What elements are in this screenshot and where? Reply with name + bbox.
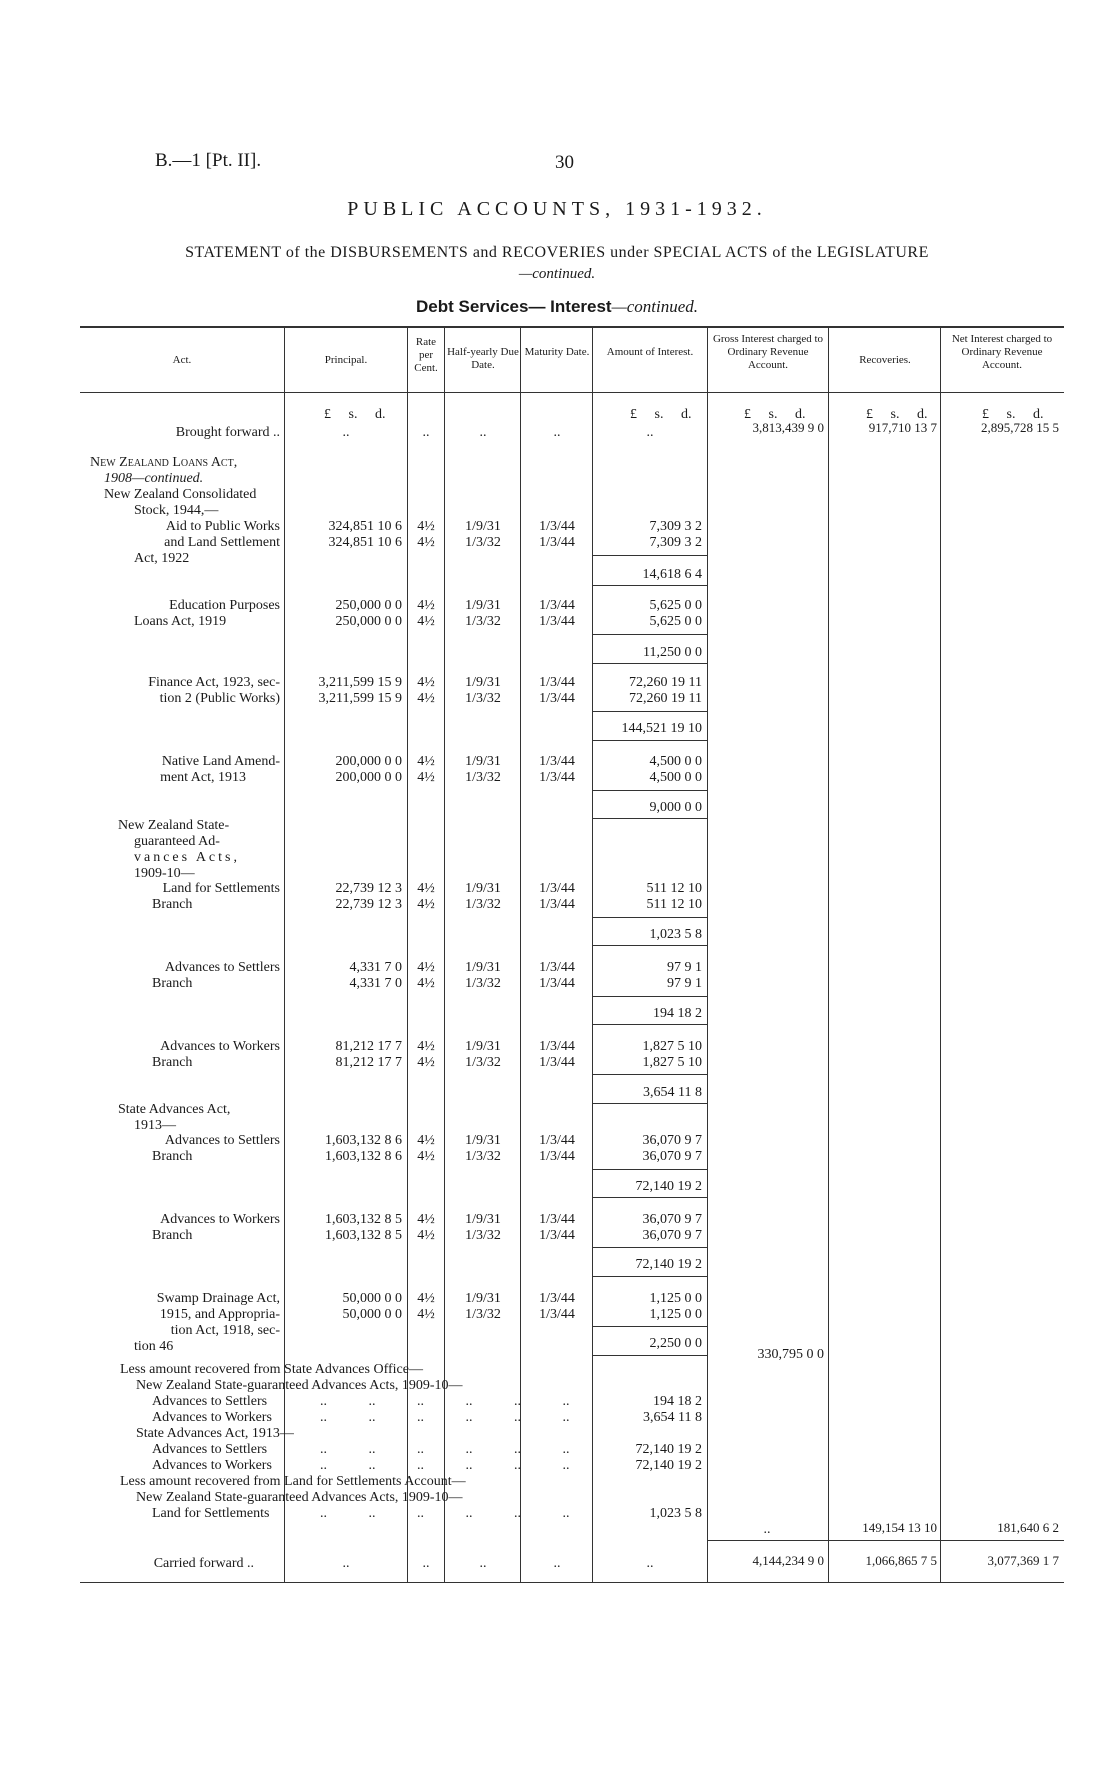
interest-value: 5,625 0 0 bbox=[649, 598, 702, 613]
rate-value: 4½ bbox=[417, 691, 435, 706]
half-yearly-value: 1/3/32 bbox=[465, 614, 501, 629]
act-name: Act, 1922 bbox=[134, 551, 190, 566]
act-name: tion Act, 1918, sec- bbox=[170, 1323, 280, 1338]
less-subheading: State Advances Act, 1913— bbox=[136, 1426, 294, 1441]
carried-forward-amount: .. bbox=[646, 1556, 654, 1571]
maturity-value: 1/3/44 bbox=[539, 1055, 575, 1070]
currency-unit: £ s. d. bbox=[324, 407, 386, 422]
rate-value: 4½ bbox=[417, 535, 435, 550]
half-yearly-value: 1/3/32 bbox=[465, 976, 501, 991]
act-subheading: State Advances Act, bbox=[118, 1102, 231, 1117]
act-name: Branch bbox=[152, 1055, 193, 1070]
interest-value: 511 12 10 bbox=[646, 881, 702, 896]
maturity-value: 1/3/44 bbox=[539, 1212, 575, 1227]
subtotal-rule bbox=[593, 818, 707, 819]
subtotal-rule bbox=[593, 1276, 707, 1277]
col-header-rate: Rate per Cent. bbox=[414, 336, 438, 374]
interest-value: 36,070 9 7 bbox=[642, 1149, 702, 1164]
principal-value: 81,212 17 7 bbox=[335, 1039, 402, 1054]
subtotal-rule bbox=[593, 1024, 707, 1025]
maturity-value: 1/3/44 bbox=[539, 1039, 575, 1054]
principal-value: 250,000 0 0 bbox=[335, 614, 402, 629]
carried-forward-half: .. bbox=[479, 1556, 487, 1571]
rate-value: 4½ bbox=[417, 1291, 435, 1306]
half-yearly-value: 1/9/31 bbox=[465, 1291, 501, 1306]
act-name: Finance Act, 1923, sec- bbox=[148, 675, 280, 690]
maturity-value: 1/3/44 bbox=[539, 1307, 575, 1322]
principal-value: 22,739 12 3 bbox=[335, 881, 402, 896]
table-top-rule bbox=[80, 326, 1064, 328]
maturity-value: 1/3/44 bbox=[539, 675, 575, 690]
brought-forward-maturity: .. bbox=[553, 425, 561, 440]
subtotal-rule bbox=[593, 917, 707, 918]
half-yearly-value: 1/9/31 bbox=[465, 519, 501, 534]
rate-value: 4½ bbox=[417, 1133, 435, 1148]
principal-value: 324,851 10 6 bbox=[328, 535, 402, 550]
interest-value: 1,827 5 10 bbox=[642, 1039, 702, 1054]
less-subheading: New Zealand State-guaranteed Advances Acts, 1909-10— bbox=[136, 1378, 463, 1393]
interest-subtotal: 194 18 2 bbox=[653, 1006, 702, 1021]
subtotal-rule bbox=[593, 945, 707, 946]
rate-value: 4½ bbox=[417, 598, 435, 613]
col-header-amount: Amount of Interest. bbox=[606, 346, 694, 358]
act-name: Loans Act, 1919 bbox=[134, 614, 227, 629]
maturity-value: 1/3/44 bbox=[539, 754, 575, 769]
maturity-value: 1/3/44 bbox=[539, 770, 575, 785]
act-subheading: 1909-10— bbox=[134, 866, 195, 881]
act-name: tion 46 bbox=[134, 1339, 174, 1354]
interest-subtotal: 2,250 0 0 bbox=[649, 1336, 702, 1351]
brought-forward-gross: 3,813,439 9 0 bbox=[752, 420, 824, 435]
maturity-value: 1/3/44 bbox=[539, 535, 575, 550]
interest-value: 97 9 1 bbox=[667, 960, 702, 975]
brought-forward-label: Brought forward .. bbox=[175, 425, 280, 440]
interest-value: 4,500 0 0 bbox=[649, 770, 702, 785]
subtotal-rule bbox=[593, 555, 707, 556]
interest-value: 1,827 5 10 bbox=[642, 1055, 702, 1070]
statement-subtitle: STATEMENT of the DISBURSEMENTS and RECOVERIES under SPECIAL ACTS of the LEGISLATURE bbox=[185, 244, 929, 261]
less-item-label: Advances to Workers bbox=[152, 1458, 272, 1473]
act-name: Advances to Workers bbox=[160, 1039, 280, 1054]
half-yearly-value: 1/3/32 bbox=[465, 1055, 501, 1070]
col-header-gross: Gross Interest charged to Ordinary Revenue Account. bbox=[712, 333, 824, 371]
section-title: Debt Services— Interest bbox=[416, 297, 612, 316]
rate-value: 4½ bbox=[417, 1228, 435, 1243]
act-name: Branch bbox=[152, 1228, 193, 1243]
brought-forward-half: .. bbox=[479, 425, 487, 440]
col-header-maturity: Maturity Date. bbox=[524, 346, 590, 358]
act-name: Advances to Settlers bbox=[164, 1133, 280, 1148]
document-reference: B.—1 [Pt. II]. bbox=[155, 150, 262, 171]
brought-forward-recoveries: 917,710 13 7 bbox=[868, 420, 937, 435]
maturity-value: 1/3/44 bbox=[539, 1228, 575, 1243]
brought-forward-principal: .. bbox=[342, 425, 350, 440]
less-heading: Less amount recovered from State Advances Office— bbox=[120, 1362, 423, 1377]
interest-value: 511 12 10 bbox=[646, 897, 702, 912]
rate-value: 4½ bbox=[417, 1039, 435, 1054]
principal-value: 81,212 17 7 bbox=[335, 1055, 402, 1070]
principal-value: 4,331 7 0 bbox=[349, 960, 402, 975]
carried-forward-recoveries: 1,066,865 7 5 bbox=[865, 1553, 937, 1568]
currency-unit: £ s. d. bbox=[982, 407, 1044, 422]
subtotal-rule bbox=[593, 1355, 707, 1356]
interest-value: 7,309 3 2 bbox=[649, 535, 702, 550]
half-yearly-value: 1/3/32 bbox=[465, 535, 501, 550]
interest-value: 1,125 0 0 bbox=[649, 1291, 702, 1306]
half-yearly-value: 1/9/31 bbox=[465, 1039, 501, 1054]
subtotal-rule bbox=[593, 1103, 707, 1104]
act-name: Advances to Settlers bbox=[164, 960, 280, 975]
interest-subtotal: 14,618 6 4 bbox=[642, 567, 702, 582]
principal-value: 50,000 0 0 bbox=[342, 1291, 402, 1306]
subtotal-rule bbox=[593, 996, 707, 997]
less-item-label: Land for Settlements bbox=[152, 1506, 270, 1521]
carried-forward-rate: .. bbox=[422, 1556, 430, 1571]
half-yearly-value: 1/3/32 bbox=[465, 1307, 501, 1322]
maturity-value: 1/3/44 bbox=[539, 519, 575, 534]
less-item-value: 194 18 2 bbox=[653, 1394, 702, 1409]
rate-value: 4½ bbox=[417, 881, 435, 896]
interest-value: 72,260 19 11 bbox=[629, 675, 702, 690]
leader-dots: .. .. .. .. .. .. bbox=[320, 1458, 570, 1473]
section-heading bbox=[0, 297, 1114, 317]
less-heading: Less amount recovered from Land for Settlements Account— bbox=[120, 1474, 466, 1489]
column-divider bbox=[828, 328, 829, 1582]
less-subheading: New Zealand State-guaranteed Advances Acts, 1909-10— bbox=[136, 1490, 463, 1505]
maturity-value: 1/3/44 bbox=[539, 691, 575, 706]
col-header-recoveries: Recoveries. bbox=[859, 354, 911, 366]
act-name: Aid to Public Works bbox=[165, 519, 280, 534]
less-item-label: Advances to Settlers bbox=[152, 1394, 268, 1409]
col-header-net: Net Interest charged to Ordinary Revenue Account. bbox=[951, 333, 1053, 371]
act-name: Native Land Amend- bbox=[161, 754, 280, 769]
principal-value: 1,603,132 8 5 bbox=[325, 1228, 402, 1243]
page-title: PUBLIC ACCOUNTS, 1931-1932. bbox=[347, 198, 767, 220]
subtotal-rule bbox=[593, 1197, 707, 1198]
subtotal-rule bbox=[593, 663, 707, 664]
maturity-value: 1/3/44 bbox=[539, 1149, 575, 1164]
half-yearly-value: 1/9/31 bbox=[465, 1133, 501, 1148]
rate-value: 4½ bbox=[417, 614, 435, 629]
column-divider bbox=[707, 328, 708, 1582]
currency-unit: £ s. d. bbox=[744, 407, 806, 422]
half-yearly-value: 1/9/31 bbox=[465, 754, 501, 769]
currency-unit: £ s. d. bbox=[630, 407, 692, 422]
interest-value: 36,070 9 7 bbox=[642, 1212, 702, 1227]
rate-value: 4½ bbox=[417, 960, 435, 975]
subtotal-rule bbox=[593, 634, 707, 635]
act-subheading: Stock, 1944,— bbox=[134, 503, 219, 518]
principal-value: 22,739 12 3 bbox=[335, 897, 402, 912]
maturity-value: 1/3/44 bbox=[539, 976, 575, 991]
carried-forward-maturity: .. bbox=[553, 1556, 561, 1571]
principal-value: 200,000 0 0 bbox=[335, 754, 402, 769]
principal-value: 4,331 7 0 bbox=[349, 976, 402, 991]
act-heading: New Zealand Loans Act, bbox=[90, 455, 238, 470]
half-yearly-value: 1/3/32 bbox=[465, 1228, 501, 1243]
rate-value: 4½ bbox=[417, 770, 435, 785]
less-item-label: Advances to Workers bbox=[152, 1410, 272, 1425]
act-name: and Land Settlement bbox=[164, 535, 280, 550]
act-name: 1915, and Appropria- bbox=[159, 1307, 280, 1322]
subtotal-rule bbox=[593, 1247, 707, 1248]
subtotal-rule bbox=[593, 740, 707, 741]
act-subheading: guaranteed Ad- bbox=[134, 834, 220, 849]
table-bottom-rule bbox=[80, 1582, 1064, 1583]
less-gross: .. bbox=[763, 1522, 771, 1537]
interest-subtotal: 11,250 0 0 bbox=[643, 645, 702, 660]
column-divider bbox=[592, 328, 593, 1582]
subtotal-rule bbox=[593, 711, 707, 712]
interest-value: 36,070 9 7 bbox=[642, 1133, 702, 1148]
less-item-value: 3,654 11 8 bbox=[643, 1410, 702, 1425]
rate-value: 4½ bbox=[417, 1212, 435, 1227]
carried-forward-label: Carried forward .. bbox=[153, 1556, 254, 1571]
rate-value: 4½ bbox=[417, 754, 435, 769]
interest-subtotal: 72,140 19 2 bbox=[635, 1257, 702, 1272]
leader-dots: .. .. .. .. .. .. bbox=[320, 1394, 570, 1409]
interest-subtotal: 144,521 19 10 bbox=[621, 721, 702, 736]
interest-subtotal: 1,023 5 8 bbox=[649, 927, 702, 942]
rate-value: 4½ bbox=[417, 1149, 435, 1164]
maturity-value: 1/3/44 bbox=[539, 614, 575, 629]
half-yearly-value: 1/9/31 bbox=[465, 1212, 501, 1227]
act-name: ment Act, 1913 bbox=[160, 770, 246, 785]
leader-dots: .. .. .. .. .. .. bbox=[320, 1410, 570, 1425]
section-continued: —continued. bbox=[611, 297, 698, 316]
rate-value: 4½ bbox=[417, 1307, 435, 1322]
half-yearly-value: 1/3/32 bbox=[465, 691, 501, 706]
col-header-half-yearly: Half-yearly Due Date. bbox=[447, 346, 519, 371]
brought-forward-net: 2,895,728 15 5 bbox=[981, 420, 1059, 435]
principal-value: 1,603,132 8 6 bbox=[325, 1149, 402, 1164]
act-name: Education Purposes bbox=[169, 598, 280, 613]
carried-forward-net: 3,077,369 1 7 bbox=[987, 1553, 1059, 1568]
principal-value: 3,211,599 15 9 bbox=[318, 691, 402, 706]
interest-value: 72,260 19 11 bbox=[629, 691, 702, 706]
statement-subtitle-continued: —continued. bbox=[518, 266, 596, 282]
principal-value: 200,000 0 0 bbox=[335, 770, 402, 785]
act-subheading: New Zealand Consolidated bbox=[104, 487, 257, 502]
interest-value: 4,500 0 0 bbox=[649, 754, 702, 769]
maturity-value: 1/3/44 bbox=[539, 1133, 575, 1148]
principal-value: 1,603,132 8 6 bbox=[325, 1133, 402, 1148]
subtotal-rule bbox=[593, 1074, 707, 1075]
less-net: 181,640 6 2 bbox=[997, 1520, 1059, 1535]
less-recoveries: 149,154 13 10 bbox=[862, 1520, 937, 1535]
brought-forward-rate: .. bbox=[422, 425, 430, 440]
carried-forward-principal: .. bbox=[342, 1556, 350, 1571]
brought-forward-amount: .. bbox=[646, 425, 654, 440]
act-name: tion 2 (Public Works) bbox=[159, 691, 280, 706]
half-yearly-value: 1/3/32 bbox=[465, 770, 501, 785]
maturity-value: 1/3/44 bbox=[539, 960, 575, 975]
act-name: Branch bbox=[152, 897, 193, 912]
interest-value: 97 9 1 bbox=[667, 976, 702, 991]
subtotal-rule bbox=[593, 790, 707, 791]
leader-dots: .. .. .. .. .. .. bbox=[320, 1506, 570, 1521]
principal-value: 50,000 0 0 bbox=[342, 1307, 402, 1322]
maturity-value: 1/3/44 bbox=[539, 598, 575, 613]
act-heading-continued: 1908—continued. bbox=[104, 471, 204, 486]
principal-value: 324,851 10 6 bbox=[328, 519, 402, 534]
principal-value: 3,211,599 15 9 bbox=[318, 675, 402, 690]
subtotal-rule bbox=[593, 1169, 707, 1170]
half-yearly-value: 1/9/31 bbox=[465, 675, 501, 690]
rate-value: 4½ bbox=[417, 519, 435, 534]
col-header-act: Act. bbox=[172, 354, 192, 366]
table-header-rule bbox=[80, 392, 1064, 393]
act-name: Branch bbox=[152, 1149, 193, 1164]
currency-unit: £ s. d. bbox=[866, 407, 928, 422]
rate-value: 4½ bbox=[417, 976, 435, 991]
less-item-value: 1,023 5 8 bbox=[649, 1506, 702, 1521]
less-item-value: 72,140 19 2 bbox=[635, 1442, 702, 1457]
act-subheading: New Zealand State- bbox=[118, 818, 230, 833]
rate-value: 4½ bbox=[417, 1055, 435, 1070]
interest-value: 1,125 0 0 bbox=[649, 1307, 702, 1322]
act-subheading: 1913— bbox=[134, 1118, 176, 1133]
less-item-value: 72,140 19 2 bbox=[635, 1458, 702, 1473]
maturity-value: 1/3/44 bbox=[539, 881, 575, 896]
rate-value: 4½ bbox=[417, 897, 435, 912]
maturity-value: 1/3/44 bbox=[539, 1291, 575, 1306]
half-yearly-value: 1/9/31 bbox=[465, 960, 501, 975]
half-yearly-value: 1/3/32 bbox=[465, 897, 501, 912]
interest-subtotal: 9,000 0 0 bbox=[649, 800, 702, 815]
less-item-label: Advances to Settlers bbox=[152, 1442, 268, 1457]
principal-value: 1,603,132 8 5 bbox=[325, 1212, 402, 1227]
col-header-principal: Principal. bbox=[324, 354, 368, 366]
column-divider bbox=[940, 328, 941, 1582]
interest-subtotal: 72,140 19 2 bbox=[635, 1179, 702, 1194]
half-yearly-value: 1/3/32 bbox=[465, 1149, 501, 1164]
interest-value: 36,070 9 7 bbox=[642, 1228, 702, 1243]
interest-value: 7,309 3 2 bbox=[649, 519, 702, 534]
gross-subtotal: 330,795 0 0 bbox=[757, 1347, 824, 1362]
half-yearly-value: 1/9/31 bbox=[465, 598, 501, 613]
page-number: 30 bbox=[555, 152, 574, 173]
act-name: Branch bbox=[152, 976, 193, 991]
carried-forward-rule bbox=[707, 1540, 1064, 1541]
act-name: Advances to Workers bbox=[160, 1212, 280, 1227]
leader-dots: .. .. .. .. .. .. bbox=[320, 1442, 570, 1457]
principal-value: 250,000 0 0 bbox=[335, 598, 402, 613]
half-yearly-value: 1/9/31 bbox=[465, 881, 501, 896]
subtotal-rule bbox=[593, 585, 707, 586]
carried-forward-gross: 4,144,234 9 0 bbox=[752, 1553, 824, 1568]
subtotal-rule bbox=[593, 1326, 707, 1327]
act-name: Land for Settlements bbox=[162, 881, 280, 896]
rate-value: 4½ bbox=[417, 675, 435, 690]
maturity-value: 1/3/44 bbox=[539, 897, 575, 912]
act-name: Swamp Drainage Act, bbox=[156, 1291, 280, 1306]
interest-subtotal: 3,654 11 8 bbox=[643, 1085, 702, 1100]
interest-value: 5,625 0 0 bbox=[649, 614, 702, 629]
act-subheading: vances Acts, bbox=[134, 850, 240, 865]
